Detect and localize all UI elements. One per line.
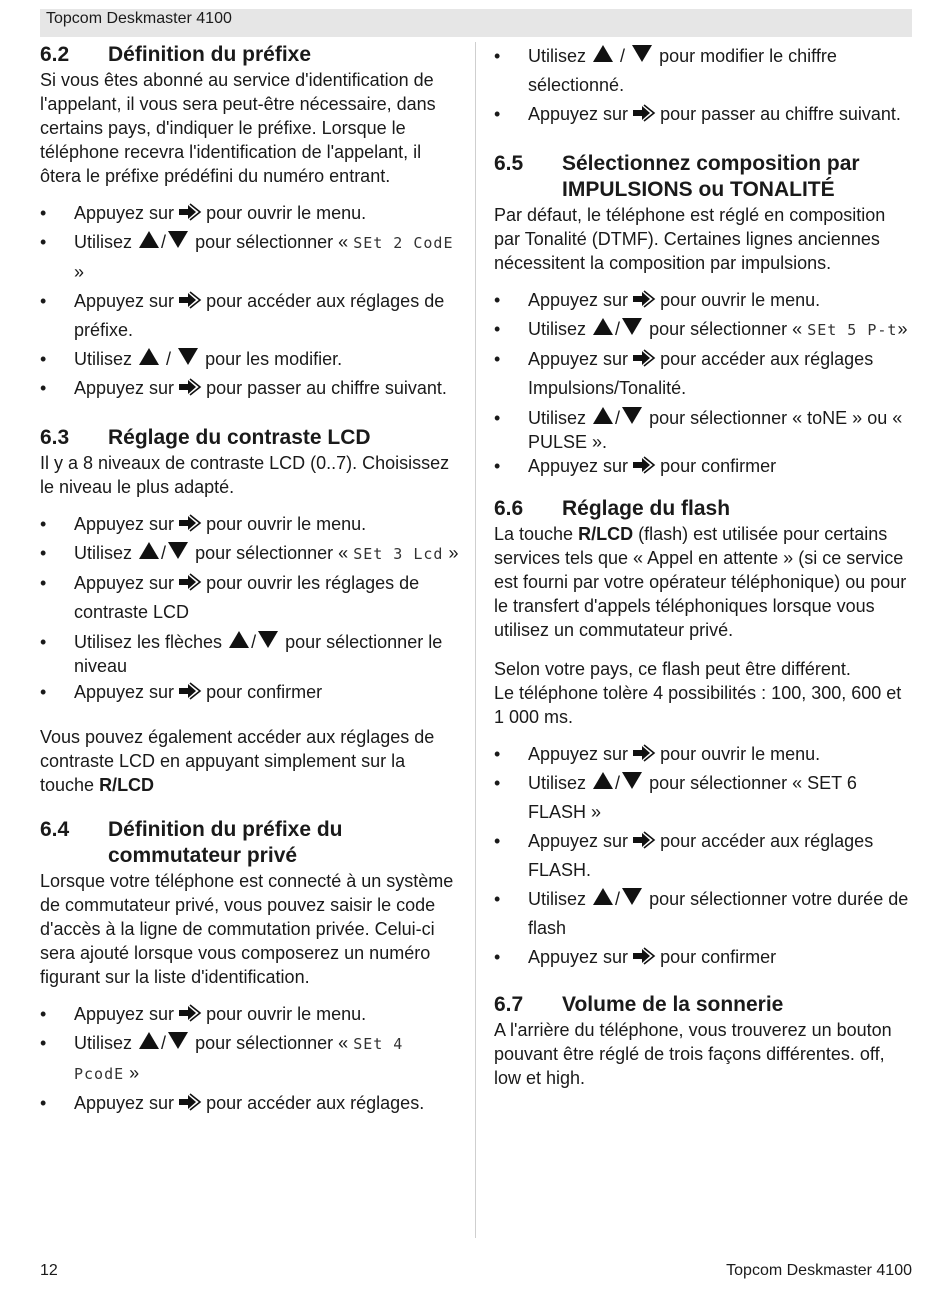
section-heading: 6.5 Sélectionnez composition par IMPULSIONS ou TONALITÉ	[494, 152, 860, 201]
menu-ok-arrow-icon	[178, 513, 202, 533]
list-item: • Utilisez / pour sélectionner « SET 6 FLASH »	[494, 773, 857, 822]
step-list-continued	[494, 42, 912, 129]
list-item: • Appuyez sur pour ouvrir le menu.	[40, 514, 367, 534]
section-heading: 6.3 Réglage du contraste LCD	[40, 426, 371, 449]
down-arrow-icon	[622, 888, 642, 905]
list-item: • Appuyez sur pour accéder aux réglages Impulsions/Tonalité.	[494, 349, 874, 398]
section-intro: La touche R/LCD (flash) est utilisée pour certains services tels que « Appel en attente » (si ce service est fourni par votre opérateur téléphonique) ou pour le transfert d'appels téléphoniques lorsque vous utilisez un commutateur privé.	[494, 524, 907, 640]
menu-ok-arrow-icon	[178, 1003, 202, 1023]
list-item: • Appuyez sur pour confirmer	[40, 682, 323, 702]
key-label: R/LCD	[99, 775, 155, 795]
menu-ok-arrow-icon	[632, 348, 656, 368]
list-item: • Appuyez sur pour confirmer	[494, 947, 777, 967]
footer-product: Topcom Deskmaster 4100	[726, 1262, 912, 1279]
left-column	[40, 42, 462, 1118]
header-band	[40, 9, 912, 37]
column-divider	[475, 42, 476, 1238]
list-item: • Appuyez sur pour ouvrir les réglages de contraste LCD	[40, 573, 420, 622]
section-heading: 6.7 Volume de la sonnerie	[494, 993, 784, 1016]
section-6-2	[40, 42, 462, 403]
list-item: • Appuyez sur pour accéder aux réglages de préfixe.	[40, 291, 445, 340]
menu-ok-arrow-icon	[632, 743, 656, 763]
menu-ok-arrow-icon	[178, 377, 202, 397]
down-arrow-icon	[622, 318, 642, 335]
menu-ok-arrow-icon	[178, 1092, 202, 1112]
list-item: • Appuyez sur pour passer au chiffre suivant.	[494, 104, 901, 124]
up-arrow-icon	[139, 348, 159, 365]
header-title: Topcom Deskmaster 4100	[46, 10, 232, 27]
list-item: • Utilisez / pour sélectionner « SEt 3 Lcd »	[40, 543, 459, 563]
lcd-text: SEt 2 CodE	[353, 234, 454, 252]
step-list	[40, 199, 462, 403]
list-item: • Utilisez / pour les modifier.	[40, 349, 343, 369]
down-arrow-icon	[168, 542, 188, 559]
section-6-7	[494, 992, 912, 1090]
lcd-text: SEt 5 P-t	[807, 321, 898, 339]
section-note: Vous pouvez également accéder aux réglages de contraste LCD en appuyant simplement sur la touche R/LCD	[40, 727, 435, 795]
up-arrow-icon	[593, 407, 613, 424]
list-item: • Utilisez / pour sélectionner « SEt 2 CodE »	[40, 232, 454, 282]
list-item: • Appuyez sur pour passer au chiffre suivant.	[40, 378, 447, 398]
list-item: • Appuyez sur pour ouvrir le menu.	[494, 744, 821, 764]
section-intro: Il y a 8 niveaux de contraste LCD (0..7). Choisissez le niveau le plus adapté.	[40, 453, 450, 497]
list-item: • Utilisez les flèches / pour sélectionner le niveau	[40, 632, 443, 676]
down-arrow-icon	[178, 348, 198, 365]
list-item: • Appuyez sur pour accéder aux réglages.	[40, 1093, 425, 1113]
section-6-3	[40, 425, 462, 797]
menu-ok-arrow-icon	[178, 681, 202, 701]
menu-ok-arrow-icon	[178, 572, 202, 592]
up-arrow-icon	[139, 231, 159, 248]
up-arrow-icon	[593, 45, 613, 62]
list-item: • Appuyez sur pour ouvrir le menu.	[494, 290, 821, 310]
menu-ok-arrow-icon	[178, 290, 202, 310]
section-intro: A l'arrière du téléphone, vous trouverez un bouton pouvant être réglé de trois façons différentes. off, low et high.	[494, 1020, 892, 1088]
lcd-text: SEt 4 PcodE	[74, 1035, 404, 1083]
step-list	[494, 286, 912, 478]
key-label: R/LCD	[578, 524, 634, 544]
down-arrow-icon	[622, 407, 642, 424]
up-arrow-icon	[593, 888, 613, 905]
section-heading: 6.6 Réglage du flash	[494, 497, 731, 520]
list-item: • Appuyez sur pour ouvrir le menu.	[40, 1004, 367, 1024]
section-6-6	[494, 496, 912, 972]
section-heading: 6.2 Définition du préfixe	[40, 43, 312, 66]
section-intro: Lorsque votre téléphone est connecté à un système de commutateur privé, vous pouvez saisir le code d'accès à la ligne de commutation privée. Celui-ci sera ajouté lorsque vous composerez un numéro figurant sur la liste d'identification.	[40, 871, 454, 987]
section-intro: Par défaut, le téléphone est réglé en composition par Tonalité (DTMF). Certaines lignes anciennes nécessitent la composition par impulsions.	[494, 205, 886, 273]
section-heading: 6.4 Définition du préfixe du commutateur privé	[40, 818, 343, 867]
menu-ok-arrow-icon	[632, 289, 656, 309]
up-arrow-icon	[139, 1032, 159, 1049]
up-arrow-icon	[593, 318, 613, 335]
menu-ok-arrow-icon	[632, 455, 656, 475]
down-arrow-icon	[168, 231, 188, 248]
down-arrow-icon	[258, 631, 278, 648]
up-arrow-icon	[229, 631, 249, 648]
list-item: • Utilisez / pour sélectionner « SEt 5 P-t»	[494, 319, 908, 339]
down-arrow-icon	[622, 772, 642, 789]
step-list	[40, 510, 462, 707]
menu-ok-arrow-icon	[632, 830, 656, 850]
section-intro: Si vous êtes abonné au service d'identification de l'appelant, il vous sera peut-être nécessaire, dans certains pays, d'indiquer le préfixe. Lorsque le téléphone recevra l'identification de l'appelant, il ôtera le préfixe prédéfini du numéro entrant.	[40, 70, 436, 186]
list-item: • Utilisez / pour sélectionner « SEt 4 PcodE »	[40, 1033, 404, 1083]
list-item: • Appuyez sur pour accéder aux réglages FLASH.	[494, 831, 874, 880]
list-item: • Appuyez sur pour ouvrir le menu.	[40, 203, 367, 223]
menu-ok-arrow-icon	[178, 202, 202, 222]
list-item: • Utilisez / pour sélectionner votre durée de flash	[494, 889, 909, 938]
up-arrow-icon	[139, 542, 159, 559]
down-arrow-icon	[168, 1032, 188, 1049]
step-list	[40, 1000, 462, 1118]
page-number: 12	[40, 1262, 58, 1279]
menu-ok-arrow-icon	[632, 103, 656, 123]
list-item: • Utilisez / pour sélectionner « toNE » ou « PULSE ».	[494, 408, 903, 452]
list-item: • Utilisez / pour modifier le chiffre sélectionné.	[494, 46, 837, 95]
list-item: • Appuyez sur pour confirmer	[494, 456, 777, 476]
step-list	[494, 740, 912, 972]
section-6-4	[40, 817, 462, 1118]
section-paragraph: Selon votre pays, ce flash peut être différent. Le téléphone tolère 4 possibilités : 100, 300, 600 et 1 000 ms.	[494, 659, 902, 727]
section-6-5	[494, 151, 912, 478]
right-column	[494, 42, 912, 1090]
lcd-text: SEt 3 Lcd	[353, 545, 444, 563]
menu-ok-arrow-icon	[632, 946, 656, 966]
down-arrow-icon	[632, 45, 652, 62]
up-arrow-icon	[593, 772, 613, 789]
